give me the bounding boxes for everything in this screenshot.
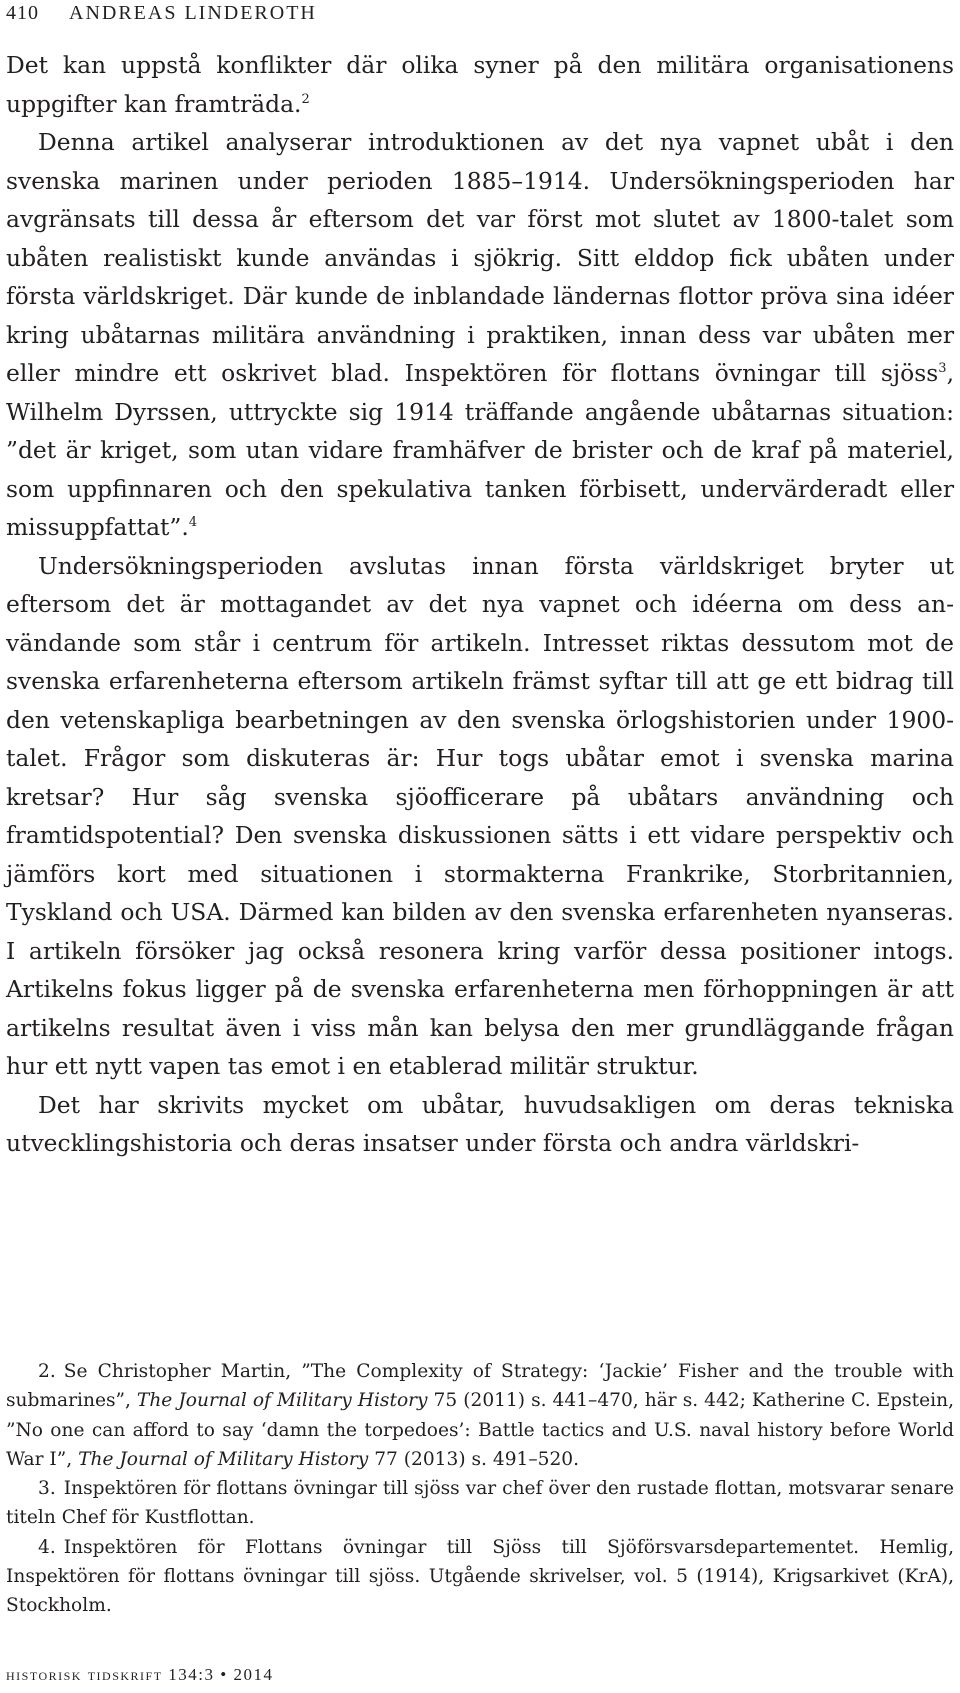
running-footer: historisk tidskrift 134:3 • 2014: [6, 1665, 274, 1684]
footnote-ref-2[interactable]: 2: [301, 91, 310, 107]
footnotes: [6, 1357, 954, 1621]
footnote-2-text-2: 75 (2011) s. 441–470, här s. 442; Katherine C. Epstein, ”No one can afford to say ‘damn the torpedoes’: Battle tactics and U.S. naval history before World War I”,: [6, 1390, 954, 1470]
footnote-2-text-1: Se Christopher Martin, ”The Complexity of Strategy: ‘Jackie’ Fisher and the trouble with submarines”,: [6, 1361, 954, 1412]
paragraph-1: [6, 46, 954, 123]
running-head-author: ANDREAS LINDEROTH: [69, 2, 317, 24]
footnote-4-text: Inspektören för Flottans övningar till Sjöss till Sjöförsvarsdepartementet. Hemlig, Inspektören för flottans övningar till sjöss. Utgående skrivelser, vol. 5 (1914), Krigsarkivet (KrA), Stockholm.: [6, 1536, 954, 1617]
body-text: [6, 46, 954, 1163]
article-page: [6, 0, 954, 1693]
paragraph-4: Det har skrivits mycket om ubåtar, huvudsakligen om deras tekniska utvecklingshistoria och deras insatser under första och andra världskri-: [6, 1090, 954, 1157]
paragraph-1-text: Det kan uppstå konflikter där olika syner på den militära organisationens uppgifter kan framträda.: [6, 51, 954, 118]
page-number: 410: [6, 2, 39, 24]
footnote-ref-4[interactable]: 4: [188, 515, 198, 530]
running-header: [6, 2, 317, 26]
paragraph-2-text-a: Denna artikel analyserar introduktionen av det nya vapnet ubåt i den svenska marinen under perioden 1885–1914. Undersökningsperioden har avgränsats till dessa år eftersom det var först mot slutet av 1800-talet som ubåten realistiskt kunde användas i sjökrig. Sitt elddop fick ubåten under första världskriget. Där kunde de inblandade ländernas flottor pröva sina idéer kring ubåtarnas militära användning i praktiken, innan dess var ubåten mer eller mindre ett oskrivet blad. Inspektören för flottans övningar till sjöss: [6, 128, 954, 387]
footnote-ref-3[interactable]: 3: [938, 361, 947, 376]
footnote-3: [6, 1474, 954, 1533]
footnote-2-number: 2.: [38, 1361, 56, 1382]
footnote-3-text: Inspektören för flottans övningar till sjöss var chef över den rustade flottan, motsvarar senare titeln Chef för Kustflottan.: [6, 1478, 954, 1529]
footnote-2-text-3: 77 (2013) s. 491–520.: [368, 1448, 580, 1470]
footnote-2-journal-title-2: The Journal of Military History: [78, 1448, 369, 1470]
footnote-4: [6, 1533, 954, 1621]
paragraph-2: [6, 123, 954, 547]
footnote-4-number: 4.: [38, 1536, 56, 1558]
paragraph-3: Undersökningsperioden avslutas innan första världskriget bryter ut eftersom det är mottagandet av det nya vapnet och idéerna om dess användande som står i centrum för artikeln. Intresset riktas dessutom mot de svenska erfarenheterna eftersom artikeln främst syftar till att ge ett bidrag till den vetenskapliga bearbetningen av den svenska örlogshistorien under 1900-talet. Frågor som diskuteras är: Hur togs ubåtar emot i svenska marina kretsar? Hur såg svenska sjöofficerare på ubåtars användning och framtidspotential? Den svenska diskussionen sätts i ett vidare perspektiv och jämförs kort med situationen i stormakterna Frankrike, Storbritannien, Tyskland och USA. Därmed kan bilden av den svenska erfarenheten nyanseras. I artikeln försöker jag också resonera kring varför dessa positioner intogs. Artikelns fokus ligger på de svenska erfarenheterna men förhoppningen är att artikelns resultat även i viss mån kan belysa den mer grundläggande frågan hur ett nytt vapen tas emot i en etablerad militär struktur.: [6, 551, 954, 1080]
footnote-2: [6, 1357, 954, 1474]
footnote-2-journal-title-1: The Journal of Military History: [136, 1390, 428, 1412]
footnote-3-number: 3.: [38, 1478, 56, 1500]
paragraph-2-text-b: , Wilhelm Dyrssen, uttryckte sig 1914 träffande angående ubåtarnas situation: ”det är kriget, som utan vidare framhäfver de brister och de kraf på materiel, som uppfinnaren och den spekulativa tanken förbisett, undervärderadt eller missuppfattat”.: [6, 359, 954, 541]
